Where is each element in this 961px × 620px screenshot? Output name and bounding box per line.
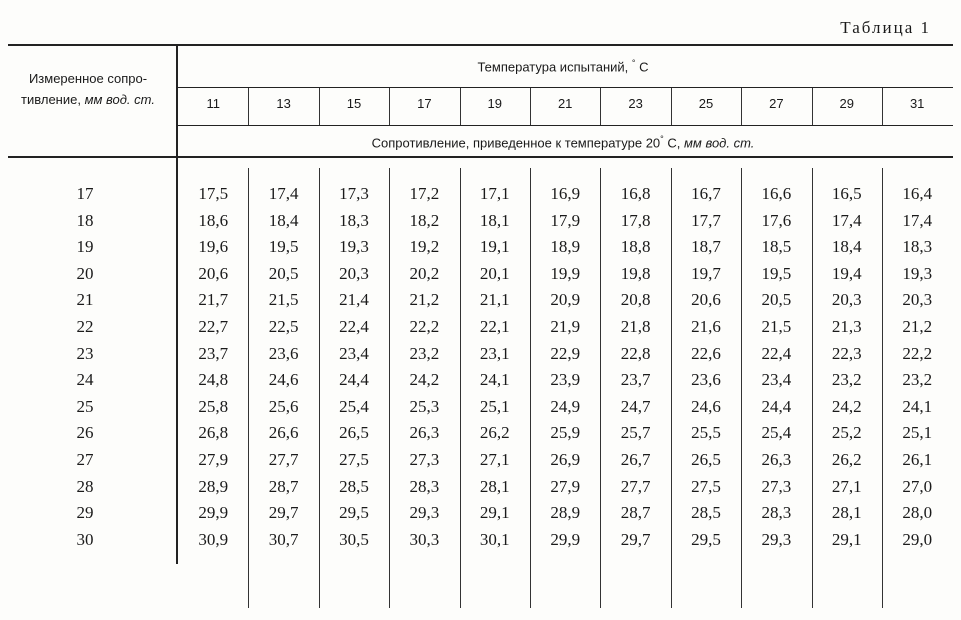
table-cell: 26,5 (339, 423, 369, 443)
table-cell: 21,5 (761, 317, 792, 336)
table-cell: 20,2 (409, 263, 440, 283)
row-label: 27 (76, 450, 94, 469)
table-cell: 19,3 (339, 237, 369, 257)
table-cell: 28,5 (339, 476, 369, 496)
row-label: 25 (76, 396, 94, 416)
temperature-divider (460, 88, 461, 125)
table-cell: 29,7 (620, 529, 651, 549)
table-cell: 18,3 (902, 237, 933, 257)
table-cell: 27,1 (479, 450, 510, 469)
table-cell: 20,9 (550, 290, 581, 310)
table-cell: 27,5 (339, 450, 369, 469)
table-cell: 23,2 (902, 370, 933, 390)
table-cell: 17,4 (902, 210, 933, 230)
table-cell: 23,7 (198, 343, 229, 363)
table-cell: 29,3 (409, 503, 440, 523)
temperature-header: 19 (487, 96, 503, 111)
table-cell: 16,7 (691, 184, 721, 203)
table-cell: 22,3 (831, 343, 862, 363)
table-cell: 23,1 (479, 343, 510, 363)
table-cell: 24,4 (761, 396, 792, 416)
table-cell: 24,9 (550, 396, 581, 416)
table-cell: 22,7 (198, 317, 229, 336)
temperature-divider (671, 88, 672, 125)
table-cell: 17,1 (479, 184, 510, 203)
temperature-header: 27 (769, 96, 784, 111)
table-cell: 17,9 (550, 210, 581, 230)
table-cell: 22,8 (620, 343, 651, 363)
row-header (8, 68, 168, 110)
table-cell: 24,1 (902, 396, 933, 416)
table-cell: 29,1 (479, 503, 510, 523)
table-cell: 19,5 (268, 237, 299, 257)
table-cell: 28,1 (831, 503, 862, 523)
header-bottom-rule (8, 156, 953, 158)
table-cell: 29,3 (761, 529, 792, 549)
table-cell: 21,2 (409, 290, 440, 310)
row-label: 24 (76, 370, 94, 390)
table-cell: 30,9 (198, 529, 229, 549)
table-cell: 16,6 (761, 184, 792, 203)
table-cell: 17,6 (761, 210, 792, 230)
table-cell: 17,8 (620, 210, 651, 230)
table-cell: 17,3 (339, 184, 369, 203)
table-cell: 24,7 (620, 396, 651, 416)
table-cell: 30,3 (409, 529, 440, 549)
temperature-divider (812, 88, 813, 125)
table-cell: 19,6 (198, 237, 229, 257)
temperature-header: 17 (417, 96, 432, 111)
table-cell: 27,7 (268, 450, 299, 469)
table-cell: 27,5 (691, 476, 721, 496)
table-cell: 28,7 (620, 503, 651, 523)
table-cell: 26,9 (550, 450, 581, 469)
temperature-divider (741, 88, 742, 125)
table-cell: 20,5 (268, 263, 299, 283)
table-cell: 29,0 (902, 529, 933, 549)
table-cell: 28,9 (198, 476, 229, 496)
group-label: Температура испытаний, ° С (477, 58, 649, 75)
table-cell: 29,9 (198, 503, 229, 523)
table-cell: 19,1 (479, 237, 510, 257)
table-cell: 17,7 (691, 210, 721, 230)
table-cell: 27,3 (409, 450, 440, 469)
temperature-divider (882, 88, 883, 125)
table-cell: 25,7 (620, 423, 651, 443)
table-cell: 24,4 (339, 370, 369, 390)
table-cell: 18,9 (550, 237, 581, 257)
table-cell: 25,2 (831, 423, 862, 443)
table-cell: 21,6 (691, 317, 721, 336)
table-cell: 26,6 (268, 423, 299, 443)
table-cell: 17,4 (268, 184, 299, 203)
table-cell: 29,1 (831, 529, 862, 549)
table-cell: 26,3 (761, 450, 792, 469)
table-cell: 28,0 (902, 503, 933, 523)
temperature-header: 23 (628, 96, 643, 111)
table-cell: 28,9 (550, 503, 581, 523)
table-cell: 19,8 (620, 263, 651, 283)
table-cell: 24,6 (691, 396, 721, 416)
table-cell: 16,9 (550, 184, 581, 203)
row-label: 20 (76, 263, 94, 283)
row-header-line1: Измеренное сопро- (28, 71, 148, 86)
table-cell: 19,9 (550, 263, 581, 283)
table-cell: 28,3 (409, 476, 440, 496)
table-cell: 27,9 (550, 476, 581, 496)
table-cell: 22,2 (409, 317, 440, 336)
table-cell: 25,1 (479, 396, 510, 416)
table-cell: 26,3 (409, 423, 440, 443)
table-cell: 20,6 (691, 290, 721, 310)
table-cell: 16,4 (902, 184, 933, 203)
table-cell: 23,9 (550, 370, 581, 390)
table-cell: 23,6 (691, 370, 721, 390)
row-label: 29 (76, 503, 94, 523)
table-cell: 24,6 (268, 370, 299, 390)
table-cell: 21,2 (902, 317, 933, 336)
table-cell: 26,2 (831, 450, 862, 469)
table-cell: 24,8 (198, 370, 229, 390)
table-cell: 23,2 (831, 370, 862, 390)
table-cell: 29,5 (691, 529, 721, 549)
table-cell: 27,7 (620, 476, 651, 496)
table-cell: 22,6 (691, 343, 721, 363)
table-cell: 22,4 (339, 317, 369, 336)
table-cell: 18,5 (761, 237, 792, 257)
subheader: Сопротивление, приведенное к температуре 20° С, мм вод. ст. (371, 134, 755, 151)
row-label: 26 (76, 423, 94, 443)
table-cell: 25,4 (339, 396, 369, 416)
table-cell: 29,9 (550, 529, 581, 549)
row-label: 18 (76, 210, 94, 230)
table-cell: 18,4 (268, 210, 299, 230)
temperature-header: 25 (698, 96, 714, 111)
table-cell: 20,3 (831, 290, 862, 310)
table-cell: 28,3 (761, 503, 792, 523)
temperature-header: 21 (557, 96, 573, 111)
table-cell: 25,8 (198, 396, 229, 416)
table-cell: 25,4 (761, 423, 792, 443)
table-cell: 18,8 (620, 237, 651, 257)
table-cell: 30,7 (268, 529, 299, 549)
temperature-header: 29 (839, 96, 855, 111)
row-label: 17 (76, 184, 94, 203)
table-cell: 26,2 (479, 423, 510, 443)
row-header-line2: тивление, мм вод. ст. (21, 92, 155, 107)
table-cell: 19,5 (761, 263, 792, 283)
table-cell: 18,2 (409, 210, 440, 230)
table-cell: 17,4 (831, 210, 862, 230)
row-label: 23 (76, 343, 94, 363)
table-cell: 26,8 (198, 423, 229, 443)
table-cell: 19,3 (902, 263, 933, 283)
temperature-header: 13 (276, 96, 291, 111)
table-cell: 27,9 (198, 450, 229, 469)
table-cell: 23,7 (620, 370, 651, 390)
row-label: 22 (76, 317, 94, 336)
table-cell: 29,5 (339, 503, 369, 523)
temperature-header: 11 (206, 96, 220, 111)
temperature-header: 31 (909, 96, 925, 111)
top-rule (8, 44, 953, 46)
temperature-header: 15 (346, 96, 362, 111)
table-cell: 18,1 (479, 210, 510, 230)
row-label: 21 (76, 290, 94, 310)
row-label: 19 (76, 237, 94, 257)
table-cell: 17,2 (409, 184, 440, 203)
table-caption: Таблица 1 (840, 18, 931, 37)
table-cell: 21,5 (268, 290, 299, 310)
row-label: 30 (76, 529, 94, 549)
temperature-divider (319, 88, 320, 125)
table-cell: 21,7 (198, 290, 229, 310)
table-cell: 22,5 (268, 317, 299, 336)
table-cell: 18,4 (831, 237, 862, 257)
table-cell: 30,1 (479, 529, 510, 549)
table-cell: 16,8 (620, 184, 651, 203)
table-cell: 25,1 (902, 423, 933, 443)
table-cell: 27,0 (902, 476, 933, 496)
table-cell: 20,8 (620, 290, 651, 310)
table-cell: 20,1 (479, 263, 510, 283)
table-cell: 22,1 (479, 317, 510, 336)
group-rule (178, 87, 953, 88)
table-cell: 18,3 (339, 210, 369, 230)
table-cell: 25,6 (268, 396, 299, 416)
temperature-divider (389, 88, 390, 125)
row-label: 28 (76, 476, 94, 496)
table-cell: 24,2 (409, 370, 440, 390)
table-cell: 18,7 (691, 237, 721, 257)
table-cell: 21,8 (620, 317, 651, 336)
table-cell: 24,2 (831, 396, 862, 416)
table-cell: 17,5 (198, 184, 229, 203)
table-cell: 23,2 (409, 343, 440, 363)
table-cell: 19,2 (409, 237, 440, 257)
table-cell: 20,6 (198, 263, 229, 283)
table-cell: 23,4 (761, 370, 792, 390)
table-cell: 18,6 (198, 210, 229, 230)
table-cell: 19,7 (691, 263, 721, 283)
temperature-divider (248, 88, 249, 125)
table-cell: 22,4 (761, 343, 792, 363)
table-cell: 21,1 (479, 290, 510, 310)
table-cell: 20,3 (902, 290, 933, 310)
table-cell: 28,5 (691, 503, 721, 523)
table-cell: 27,1 (831, 476, 862, 496)
table-cell: 21,9 (550, 317, 581, 336)
temp-rule (178, 125, 953, 126)
table-cell: 24,1 (479, 370, 510, 390)
table-cell: 22,9 (550, 343, 581, 363)
table-cell: 20,3 (339, 263, 369, 283)
table-cell: 27,3 (761, 476, 792, 496)
table-cell: 21,4 (339, 290, 369, 310)
table-cell: 26,1 (902, 450, 933, 469)
table-cell: 25,5 (691, 423, 721, 443)
table-cell: 19,4 (831, 263, 862, 283)
table-cell: 26,7 (620, 450, 651, 469)
table-cell: 16,5 (831, 184, 862, 203)
table-cell: 29,7 (268, 503, 299, 523)
table-cell: 23,4 (339, 343, 369, 363)
table-cell: 22,2 (902, 343, 933, 363)
table-cell: 20,5 (761, 290, 792, 310)
temperature-divider (530, 88, 531, 125)
table-cell: 26,5 (691, 450, 721, 469)
table-cell: 23,6 (268, 343, 299, 363)
table-cell: 21,3 (831, 317, 862, 336)
temperature-divider (600, 88, 601, 125)
table-cell: 28,7 (268, 476, 299, 496)
table-cell: 30,5 (339, 529, 369, 549)
table-cell: 25,9 (550, 423, 581, 443)
table-cell: 25,3 (409, 396, 440, 416)
table-cell: 28,1 (479, 476, 510, 496)
